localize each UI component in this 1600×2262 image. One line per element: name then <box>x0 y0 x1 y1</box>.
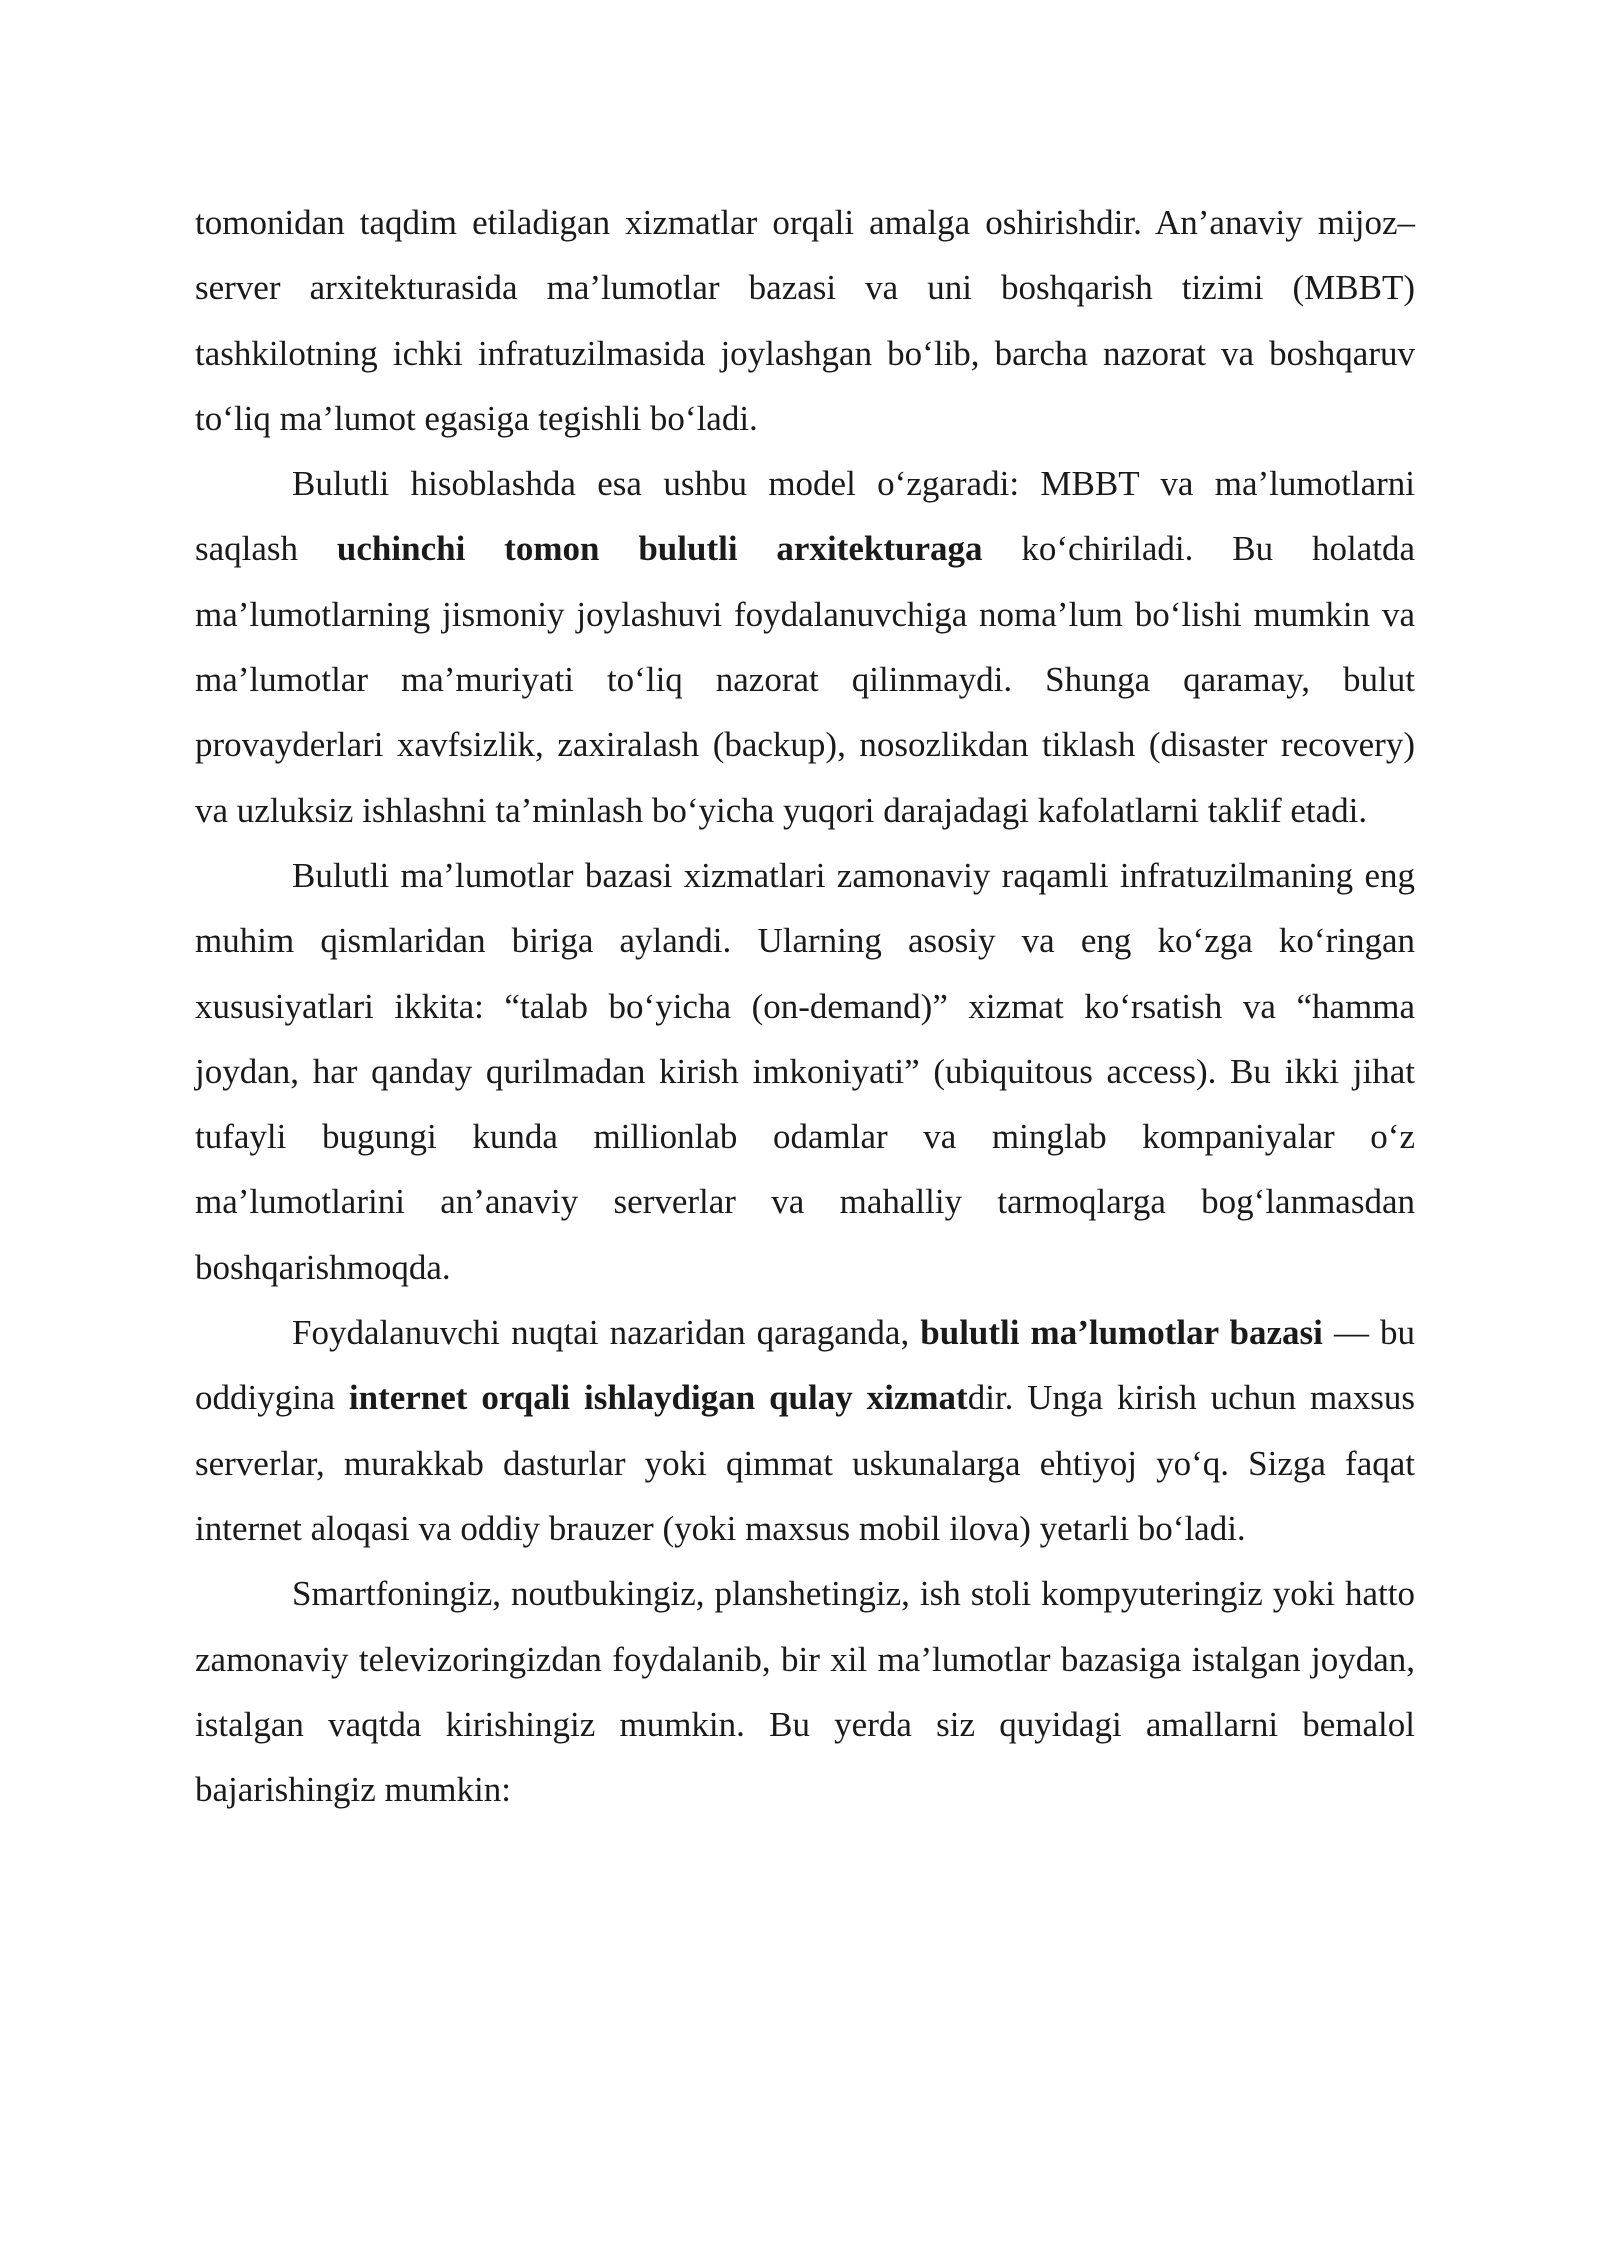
paragraph-3 <box>195 843 1415 1300</box>
paragraph-5 <box>195 1561 1415 1822</box>
paragraph-2-bold-term: uchinchi tomon bulutli arxitekturaga <box>336 529 983 569</box>
body-text <box>195 190 1415 1822</box>
paragraph-2 <box>195 451 1415 843</box>
paragraph-4 <box>195 1300 1415 1561</box>
paragraph-4-text-c: dir. Unga kirish uchun maxsus serverlar, murakkab dasturlar yoki qimmat uskunalarga ehtiyoj yo‘q. Sizga faqat internet aloqasi va oddiy brauzer (yoki maxsus mobil ilova) yetarli bo‘ladi. <box>195 1378 1415 1548</box>
paragraph-1 <box>195 190 1415 451</box>
paragraph-5-text: Smartfoningiz, noutbukingiz, planshetingiz, ish stoli kompyuteringiz yoki hatto zamonaviy televizoringizdan foydalanib, bir xil ma’lumotlar bazasiga istalgan joydan, istalgan vaqtda kirishingiz mumkin. Bu yerda siz quyidagi amallarni bemalol bajarishingiz mumkin: <box>195 1574 1415 1810</box>
paragraph-2-text-a: Bulutli hisoblashda esa ushbu model o‘zgaradi: MBBT va ma’lumotlarni saqlash <box>195 464 1415 569</box>
paragraph-4-bold-term-2: internet orqali ishlaydigan qulay xizmat <box>348 1378 968 1418</box>
paragraph-4-bold-term-1: bulutli ma’lumotlar bazasi <box>920 1313 1323 1353</box>
paragraph-4-text-a: Foydalanuvchi nuqtai nazaridan qaraganda, <box>292 1313 921 1353</box>
paragraph-4-text-b: — bu oddiygina <box>195 1313 1416 1418</box>
paragraph-3-text: Bulutli ma’lumotlar bazasi xizmatlari zamonaviy raqamli infratuzilmaning eng muhim qismlaridan biriga aylandi. Ularning asosiy va eng ko‘zga ko‘ringan xususiyatlari ikkita: “talab bo‘yicha (on-demand)” xizmat ko‘rsatish va “hamma joydan, har qanday qurilmadan kirish imkoniyati” (ubiquitous access). Bu ikki jihat tufayli bugungi kunda millionlab odamlar va minglab kompaniyalar o‘z ma’lumotlarini an’anaviy serverlar va mahalliy tarmoqlarga bog‘lanmasdan boshqarishmoqda. <box>195 855 1415 1287</box>
paragraph-1-text: tomonidan taqdim etiladigan xizmatlar orqali amalga oshirishdir. An’anaviy mijoz–server arxitekturasida ma’lumotlar bazasi va uni boshqarish tizimi (MBBT) tashkilotning ichki infratuzilmasida joylashgan bo‘lib, barcha nazorat va boshqaruv to‘liq ma’lumot egasiga tegishli bo‘ladi. <box>195 203 1415 438</box>
paragraph-2-text-b: ko‘chiriladi. Bu holatda ma’lumotlarning jismoniy joylashuvi foydalanuvchiga noma’lum bo‘lishi mumkin va ma’lumotlar ma’muriyati to‘liq nazorat qilinmaydi. Shunga qaramay, bulut provayderlari xavfsizlik, zaxiralash (backup), nosozlikdan tiklash (disaster recovery) va uzluksiz ishlashni ta’minlash bo‘yicha yuqori darajadagi kafolatlarni taklif etadi. <box>195 529 1416 830</box>
